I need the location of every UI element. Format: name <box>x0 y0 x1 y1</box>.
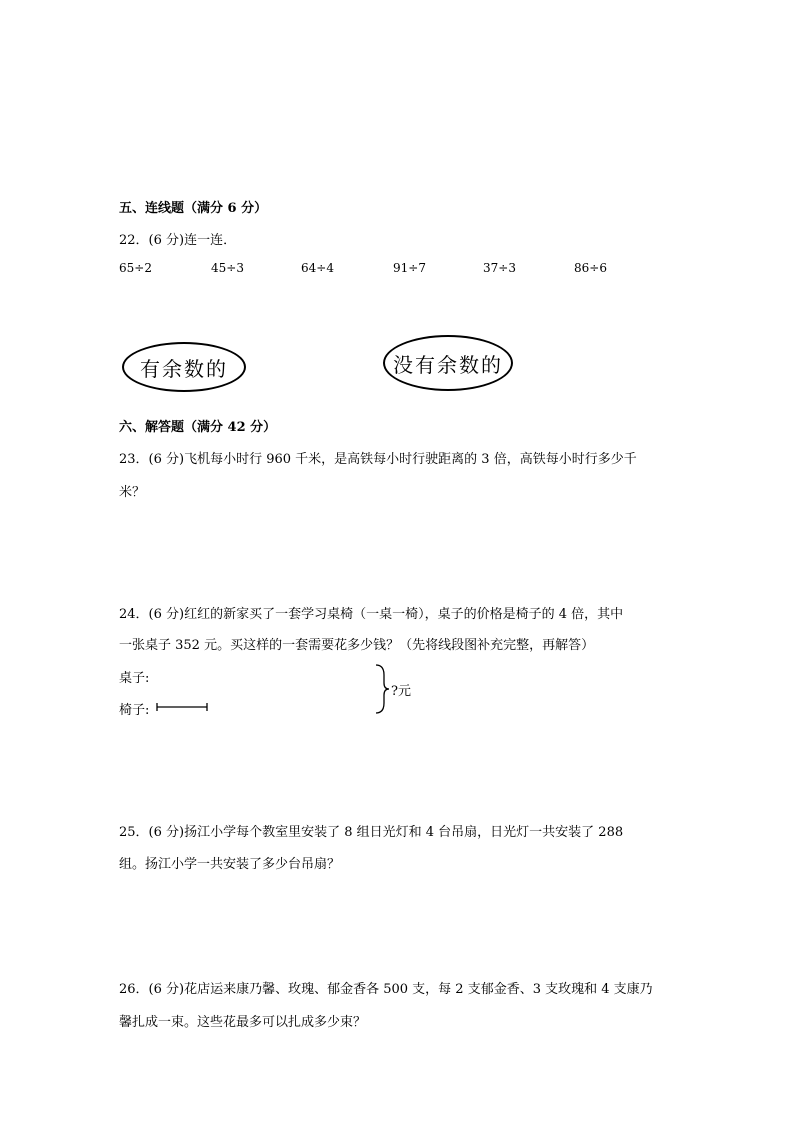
question-23-line-1: 23．(6 分)飞机每小时行 960 千米，是高铁每小时行驶距离的 3 倍，高铁每小时行多少千 <box>119 452 637 467</box>
desk-label: 桌子: <box>119 671 150 686</box>
expression-5: 37÷3 <box>483 261 516 275</box>
expression-3: 64÷4 <box>301 261 334 275</box>
chair-label: 椅子: <box>119 703 150 718</box>
expression-1: 65÷2 <box>119 261 152 275</box>
question-26-line-2: 馨扎成一束。这些花最多可以扎成多少束？ <box>119 1015 367 1030</box>
section-five-heading: 五、连线题（满分 6 分） <box>119 201 268 216</box>
question-24-line-2: 一张桌子 352 元。买这样的一套需要花多少钱？（先将线段图补充完整，再解答） <box>119 638 595 653</box>
oval-with-remainder-label: 有余数的 <box>140 356 228 381</box>
question-23-line-2: 米？ <box>119 485 146 500</box>
total-brace <box>372 663 390 715</box>
question-24-line-1: 24．(6 分)红红的新家买了一套学习桌椅（一桌一椅），桌子的价格是椅子的 4 倍，其中 <box>119 607 624 622</box>
oval-with-remainder <box>122 342 246 392</box>
chair-segment <box>156 702 208 712</box>
expression-6: 86÷6 <box>574 261 607 275</box>
question-25-line-1: 25．(6 分)扬江小学每个教室里安装了 8 组日光灯和 4 台吊扇，日光灯一共安装了 288 <box>119 825 624 840</box>
question-22-text: 22．(6 分)连一连． <box>119 233 237 248</box>
oval-without-remainder <box>383 335 513 391</box>
oval-without-remainder-label: 没有余数的 <box>393 352 503 377</box>
question-25-line-2: 组。扬江小学一共安装了多少台吊扇？ <box>119 857 341 872</box>
section-six-heading: 六、解答题（满分 42 分） <box>119 420 277 435</box>
expression-2: 45÷3 <box>211 261 244 275</box>
expression-4: 91÷7 <box>393 261 426 275</box>
question-26-line-1: 26．(6 分)花店运来康乃馨、玫瑰、郁金香各 500 支，每 2 支郁金香、3 支玫瑰和 4 支康乃 <box>119 982 653 997</box>
total-price-label: ?元 <box>391 684 411 699</box>
